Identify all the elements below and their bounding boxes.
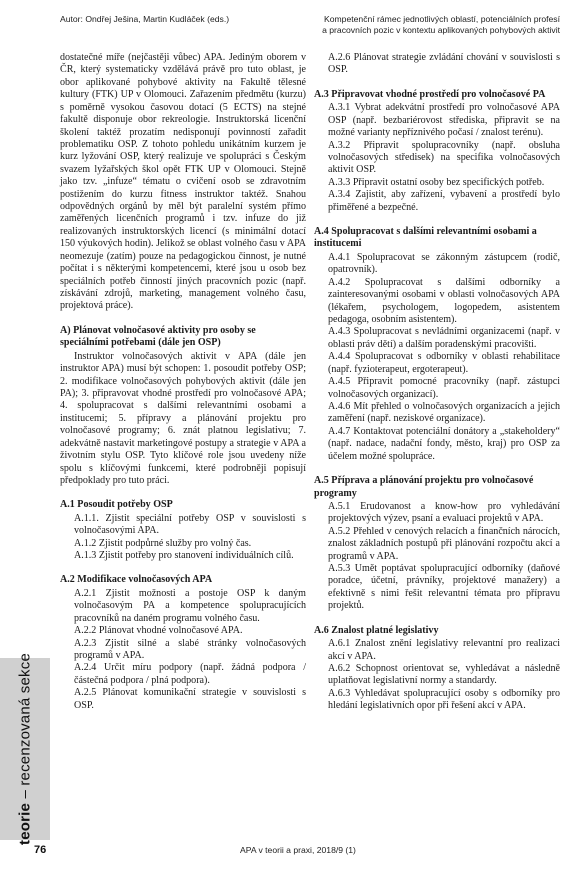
heading-a5: A.5 Příprava a plánování projektu pro volnočasové programy <box>314 475 534 499</box>
page-number: 76 <box>34 844 47 856</box>
item-a4-1: A.4.1 Spolupracovat se zákonným zástupcem (rodič, opatrovník). <box>328 251 560 276</box>
heading-a6: A.6 Znalost platné legislativy <box>314 624 439 636</box>
paragraph-a: Instruktor volnočasových aktivit v APA (dále jen instruktor APA) musí být schopen: 1. posoudit potřeby OSP; 2. modifikace volnočasových pohybových aktivit (dále jen PA); 3. připravovat vhodné prostředí pro volnočasové APA; 4. spolupracovat s dalšími relevantními osobami a institucemi; 5. přípravy a plánování projektu pro volnočasové programy; 6. znát platnou legislativu; 7. adekvátně nastavit marketingové postupy a strategie v APA a životním stylu OSP. Tyto klíčové role jsou uvedeny níže spolu s klíčovými funkcemi, které podrobněji popisují předpoklady pro tuto práci. <box>60 350 306 486</box>
item-a3-3: A.3.3 Připravit ostatní osoby bez specifických potřeb. <box>328 176 545 188</box>
heading-a4: A.4 Spolupracovat s dalšími relevantními osobami a institucemi <box>314 226 537 250</box>
item-a5-1: A.5.1 Erudovanost a know-how pro vyhledávání projektových výzev, psaní a evaluaci projektů v APA. <box>328 500 560 525</box>
item-a6-2: A.6.2 Schopnost orientovat se, vyhledávat a následně uplatňovat legislativní normy a standardy. <box>328 662 560 687</box>
item-a1-2: A.1.2 Zjistit podpůrné služby pro volný čas. <box>74 537 252 549</box>
item-a6-3: A.6.3 Vyhledávat spolupracující osoby s odborníky pro hledání legislativních opor při řešení akcí v APA. <box>328 687 560 712</box>
heading-a3: A.3 Připravovat vhodné prostředí pro volnočasové PA <box>314 88 546 100</box>
heading-a1: A.1 Posoudit potřeby OSP <box>60 499 173 511</box>
item-a5-3: A.5.3 Umět poptávat spolupracující odborníky (daňové poradce, účetní, právníky, projektové manažery) a efektivně s nimi řešit relevantní témata pro přípravu projektů. <box>328 563 560 612</box>
item-a2-4: A.2.4 Určit míru podpory (např. žádná podpora / částečná podpora / plná podpora). <box>74 662 306 686</box>
item-a1-1: A.1.1. Zjistit speciální potřeby OSP v souvislosti s volnočasovými APA. <box>74 512 306 537</box>
running-header-authors: Autor: Ondřej Ješina, Martin Kudláček (eds.) <box>60 14 230 24</box>
intro-paragraph: dostatečné míře (nejčastěji vůbec) APA. Jediným oborem v ČR, který systematicky vzdělává právě pro tuto oblast, je obor aplikované pohybové aktivity na Fakultě tělesné kultury (FTK) UP v Olomouci. Zařazením předmětu (kurzu) s poměrně vysokou časovou dotací (5 ECTS) na stejné fakultě disponuje obor rekreologie. Instruktorská licenční školení taktéž prozatím nedisponují povinností zařadit problematiku OSP. Z tohoto pohledu unikátním kurzem je kurz lyžování OSP, který realizuje ve spolupráci s Českým svazem lyžařských škol opět FTK UP v Olomouci. Stejně jako tzv. „infuze“ tématu o cvičení osob se zdravotním postižením do kurzu fitness instruktor taktéž. Snahou odpovědných orgánů by měl být paralelní systém přímo zaměřených licenčních programů i tzv. infuze do již realizovaných instruktorských licencí (s minimální dotací 150 výukových hodin). Jelikož se oblast volného času v APA neomezuje (zatím) pouze na pedagogickou činnost, je nutné počítat i s některými kompetencemi, které jsou u osob bez speciálních potřeb činností jiných pracovních pozic (např. získávání zdrojů, marketing, management volného času, projektová práce). <box>60 52 306 312</box>
item-a3-2: A.3.2 Připravit spolupracovníky (např. obsluha volnočasových středisek) na specifika volnočasových aktivit OSP. <box>328 139 560 176</box>
section-sidebar-part1: teorie <box>16 802 34 845</box>
section-sidebar-label <box>17 653 34 845</box>
journal-footer: APA v teorii a praxi, 2018/9 (1) <box>240 845 356 855</box>
heading-a: A) Plánovat volnočasové aktivity pro osoby se speciálními potřebami (dále jen OSP) <box>60 324 256 349</box>
item-a3-1: A.3.1 Vybrat adekvátní prostředí pro volnočasové APA OSP (např. bezbariérovost střediska, připravit se na možné varianty nepříznivého počasí / znalost terénu). <box>328 102 560 139</box>
right-column <box>314 52 560 713</box>
item-a1-3: A.1.3 Zjistit potřeby pro stanovení individuálních cílů. <box>74 550 294 562</box>
item-a5-2: A.5.2 Přehled v cenových relacích a finančních nárocích, znalost základních postupů při plánování rozpočtu akcí a programů v APA. <box>328 525 560 562</box>
item-a4-3: A.4.3 Spolupracovat s nevládními organizacemi (např. v oblasti práv dětí) a dalším poradenskými pracovišti. <box>328 326 560 350</box>
section-sidebar-part2: – recenzovaná sekce <box>16 653 34 803</box>
item-a4-5: A.4.5 Připravit pomocné pracovníky (např. zástupci volnočasových organizací). <box>328 376 560 400</box>
running-header-title-line2: a pracovních pozic v kontextu aplikovaných pohybových aktivit <box>322 25 560 35</box>
item-a2-3: A.2.3 Zjistit silné a slabé stránky volnočasových programů v APA. <box>74 637 306 661</box>
item-a2-1: A.2.1 Zjistit možnosti a postoje OSP k daným volnočasovým PA a kompetence spolupracujících pracovníků na daném programu volného času. <box>74 587 306 624</box>
heading-a2: A.2 Modifikace volnočasových APA <box>60 574 213 586</box>
item-a2-2: A.2.2 Plánovat vhodné volnočasové APA. <box>74 625 243 637</box>
item-a2-6: A.2.6 Plánovat strategie zvládání chování v souvislosti s OSP. <box>328 52 560 76</box>
running-header-title-line1: Kompetenční rámec jednotlivých oblastí, potenciálních profesí <box>324 14 560 24</box>
item-a3-4: A.3.4 Zajistit, aby zařízení, vybavení a prostředí bylo přiměřené a bezpečné. <box>328 189 560 213</box>
running-header-title <box>310 14 560 36</box>
item-a4-7: A.4.7 Kontaktovat potenciální donátory a „stakeholdery“ (např. nadace, nadační fondy, město, kraj) pro OSP za účelem možné spolupráce. <box>328 425 560 462</box>
section-sidebar <box>0 653 50 845</box>
left-column <box>60 52 306 712</box>
item-a4-6: A.4.6 Mít přehled o volnočasových organizacích a jejich zaměření (např. neziskové organizace). <box>328 400 560 425</box>
item-a4-4: A.4.4 Spolupracovat s odborníky v oblasti rehabilitace (např. fyzioterapeut, ergoterapeut). <box>328 351 560 375</box>
item-a6-1: A.6.1 Znalost znění legislativy relevantní pro realizaci akcí v APA. <box>328 638 560 662</box>
item-a4-2: A.4.2 Spolupracovat s dalšími odborníky a zainteresovanými osobami v oblasti volnočasových APA (lékařem, psychologem, logopedem, asistentem pedagoga, osobním asistentem). <box>328 276 560 326</box>
item-a2-5: A.2.5 Plánovat komunikační strategie v souvislosti s OSP. <box>74 687 306 711</box>
